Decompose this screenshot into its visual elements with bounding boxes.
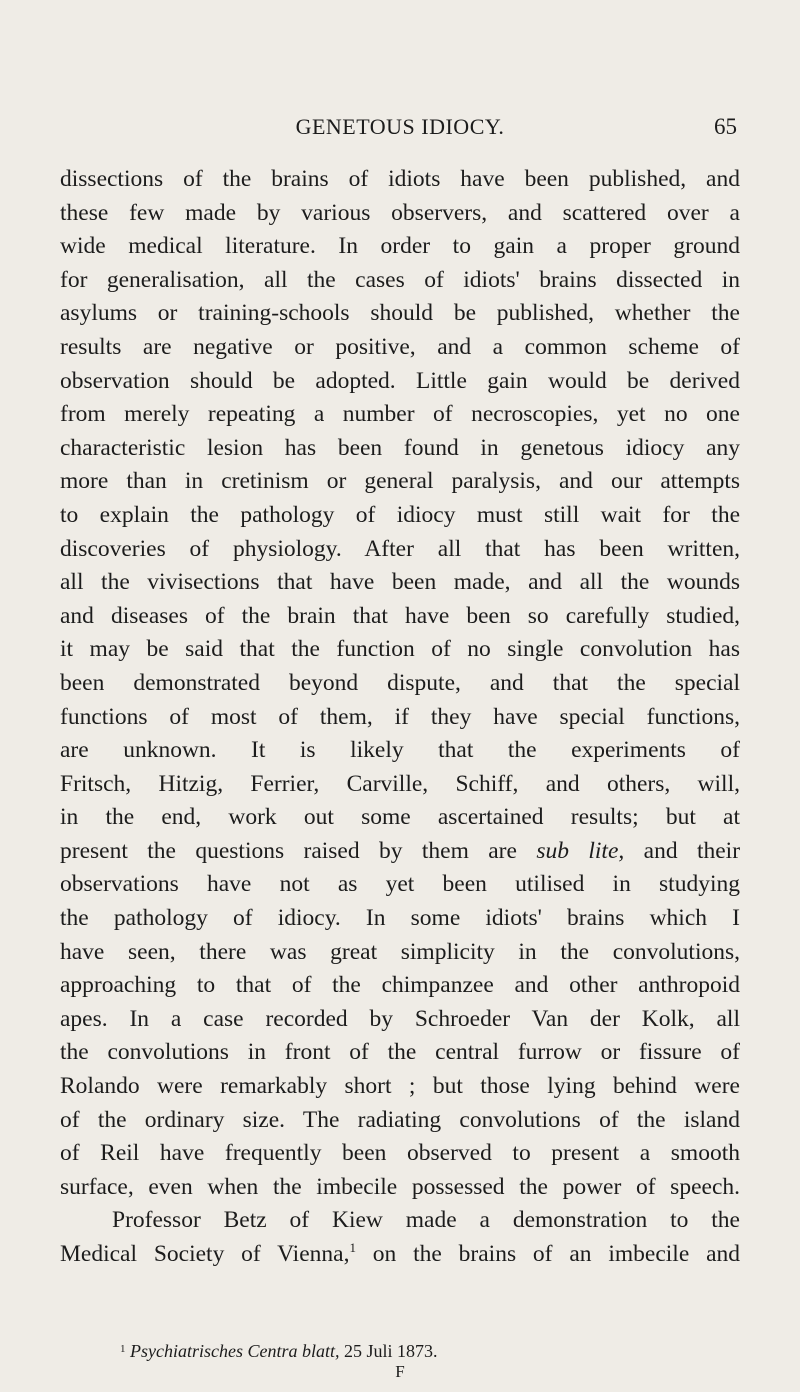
text-line-paragraph-start: Professor Betz of Kiew made a demonstration to the xyxy=(112,1207,740,1234)
text-line: all the vivisections that have been made, and all the wounds xyxy=(60,569,740,596)
text-line: have seen, there was great simplicity in the convolutions, xyxy=(60,938,740,965)
text-line: the pathology of idiocy. In some idiots' brains which I xyxy=(60,905,740,932)
footnote-ref: 1 xyxy=(349,1240,356,1255)
italic-phrase: sub lite, xyxy=(536,837,625,864)
text-line: asylums or training-schools should be published, whether the xyxy=(60,300,740,327)
footnote xyxy=(120,1341,740,1361)
signature-mark: F xyxy=(395,1362,405,1381)
text-segment: and their xyxy=(643,837,741,864)
text-line-with-footnote xyxy=(60,1238,740,1272)
text-line-with-italic xyxy=(60,835,740,869)
text-line: apes. In a case recorded by Schroeder Van der Kolk, all xyxy=(60,1005,740,1032)
text-line: been demonstrated beyond dispute, and that the special xyxy=(60,669,740,696)
text-line: it may be said that the function of no single convolution has xyxy=(60,636,740,663)
text-line: characteristic lesion has been found in genetous idiocy any xyxy=(60,434,740,461)
text-line: more than in cretinism or general paralysis, and our attempts xyxy=(60,468,740,495)
text-line: the convolutions in front of the central furrow or fissure of xyxy=(60,1039,740,1066)
text-line: and diseases of the brain that have been so carefully studied, xyxy=(60,602,740,629)
text-line: these few made by various observers, and scattered over a xyxy=(60,199,740,226)
text-line: wide medical literature. In order to gain a proper ground xyxy=(60,233,740,260)
running-head: GENETOUS IDIOCY. xyxy=(295,114,505,139)
text-line: Rolando were remarkably short ; but those lying behind were xyxy=(60,1073,740,1100)
text-line: functions of most of them, if they have special functions, xyxy=(60,703,740,730)
text-line: are unknown. It is likely that the experiments of xyxy=(60,737,740,764)
text-line: in the end, work out some ascertained results; but at xyxy=(60,804,740,831)
footnote-date: 25 Juli 1873. xyxy=(343,1341,438,1361)
text-line: observations have not as yet been utilised in studying xyxy=(60,871,740,898)
text-segment: Medical Society of Vienna, xyxy=(60,1241,350,1267)
footnote-marker: 1 xyxy=(120,1343,126,1355)
text-line: for generalisation, all the cases of idiots' brains dissected in xyxy=(60,266,740,293)
text-line: discoveries of physiology. After all that has been written, xyxy=(60,535,740,562)
text-line: surface, even when the imbecile possessed the power of speech. xyxy=(60,1173,740,1200)
text-line: to explain the pathology of idiocy must still wait for the xyxy=(60,501,740,528)
text-line: approaching to that of the chimpanzee and other anthropoid xyxy=(60,972,740,999)
body-text xyxy=(60,163,740,1272)
text-line: of the ordinary size. The radiating convolutions of the island xyxy=(60,1106,740,1133)
text-segment: on the brains of an imbecile and xyxy=(372,1241,741,1267)
text-line: observation should be adopted. Little gain would be derived xyxy=(60,367,740,394)
text-line: from merely repeating a number of necroscopies, yet no one xyxy=(60,401,740,428)
page-header xyxy=(0,114,800,144)
text-line: dissections of the brains of idiots have been published, and xyxy=(60,166,740,192)
text-line: Fritsch, Hitzig, Ferrier, Carville, Schiff, and others, will, xyxy=(60,770,740,797)
text-line: results are negative or positive, and a common scheme of xyxy=(60,333,740,360)
text-segment: present the questions raised by them are xyxy=(60,837,517,864)
footnote-source: Psychiatrisches Centra blatt, xyxy=(130,1341,340,1361)
text-line: of Reil have frequently been observed to present a smooth xyxy=(60,1140,740,1167)
page-number: 65 xyxy=(714,114,737,139)
